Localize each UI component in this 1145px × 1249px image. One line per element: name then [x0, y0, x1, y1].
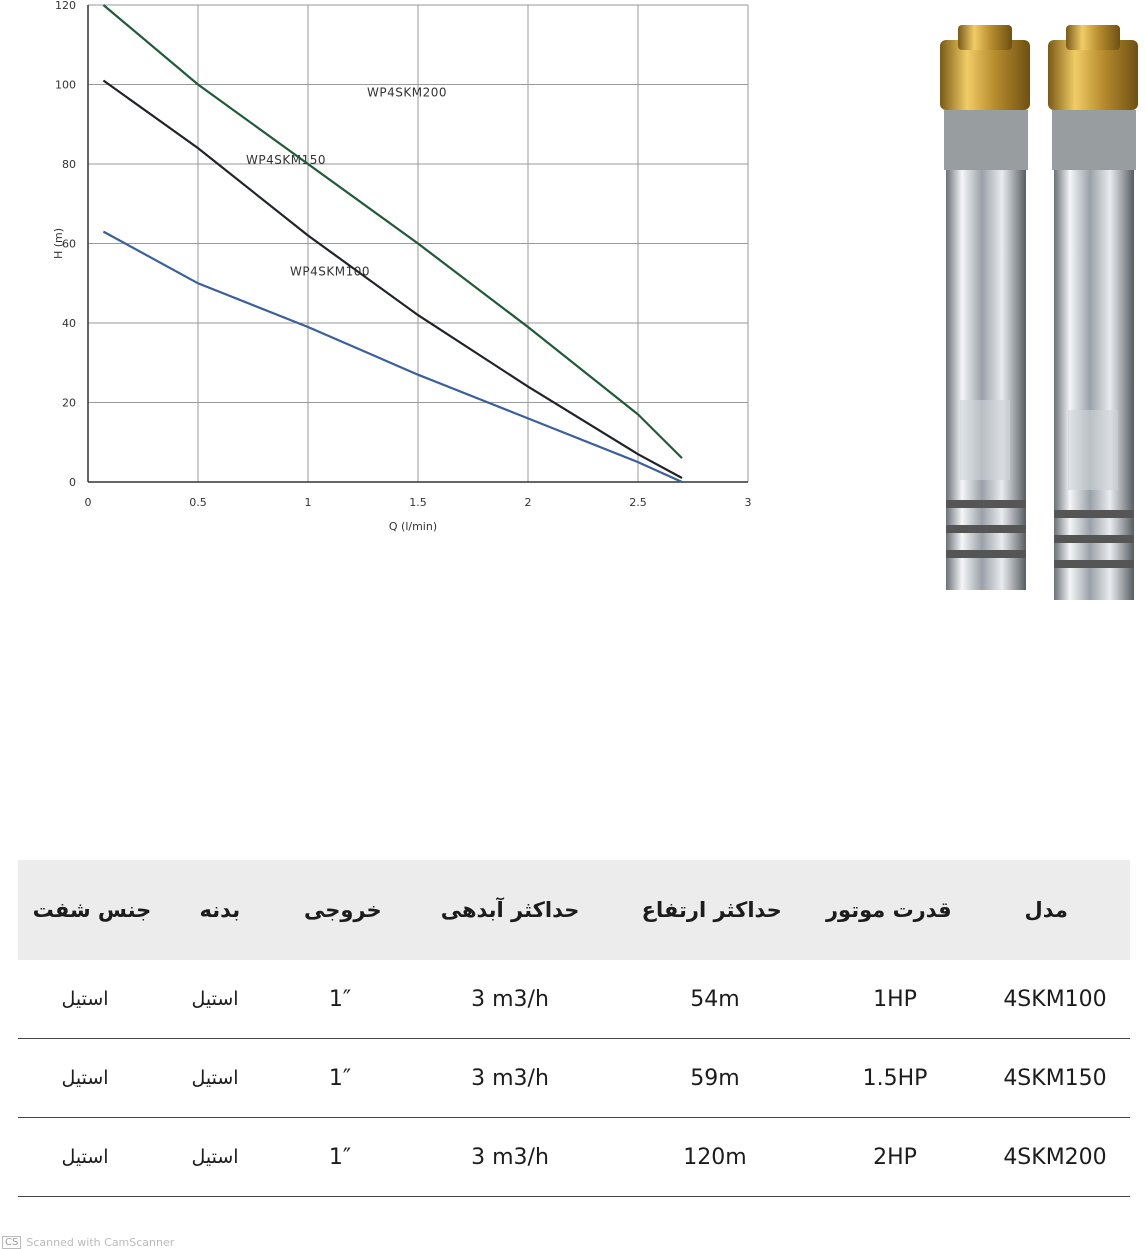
y-tick-label: 0 [69, 476, 76, 489]
cell-max-flow: 3 m3/h [471, 986, 549, 1012]
header-motor-power: قدرت موتور [825, 898, 952, 922]
cell-outlet: 1″ [328, 1144, 352, 1170]
cell-model: 4SKM150 [1003, 1065, 1107, 1091]
series-line [103, 5, 682, 458]
x-tick-label: 1 [304, 496, 312, 509]
table-row [18, 1118, 1130, 1197]
watermark-text: Scanned with CamScanner [26, 1236, 175, 1249]
cell-motor-power: 1.5HP [862, 1065, 928, 1091]
cell-body: استیل [191, 988, 239, 1010]
cell-max-flow: 3 m3/h [471, 1065, 549, 1091]
cell-model: 4SKM100 [1003, 986, 1107, 1012]
pump-product-image [930, 20, 1145, 610]
y-axis-label: H (m) [52, 227, 65, 260]
y-tick-label: 80 [62, 158, 76, 171]
cell-outlet: 1″ [328, 986, 352, 1012]
series-label: WP4SKM200 [367, 85, 447, 100]
cell-shaft-material: استیل [61, 1146, 109, 1168]
scanner-watermark [2, 1236, 174, 1249]
header-max-flow: حداکثر آبدهی [440, 898, 580, 922]
y-tick-label: 20 [62, 396, 76, 410]
y-tick-label: 60 [62, 237, 76, 251]
pump-left [940, 25, 1030, 590]
cell-model: 4SKM200 [1003, 1144, 1107, 1170]
cell-motor-power: 2HP [873, 1144, 917, 1170]
pump-right [1048, 25, 1138, 600]
y-tick-label: 40 [62, 317, 76, 330]
x-tick-label: 1.5 [409, 496, 427, 509]
cell-body: استیل [191, 1146, 239, 1168]
header-model: مدل [1024, 898, 1068, 922]
y-tick-label: 120 [55, 0, 76, 12]
table-row [18, 1039, 1130, 1118]
cell-max-height: 59m [690, 1065, 740, 1091]
x-tick-label: 2.5 [629, 496, 647, 509]
performance-chart [0, 0, 770, 560]
x-tick-label: 0 [84, 496, 92, 509]
y-tick-label: 100 [55, 78, 76, 92]
chart-axes [52, 0, 752, 533]
header-max-height: حداکثر ارتفاع [641, 898, 782, 922]
x-tick-label: 0.5 [189, 496, 207, 509]
cell-max-height: 120m [683, 1144, 747, 1170]
spec-table-header [18, 860, 1130, 960]
cell-max-flow: 3 m3/h [471, 1144, 549, 1170]
series-line [103, 232, 682, 482]
spec-table [18, 860, 1130, 1197]
cell-shaft-material: استیل [61, 1067, 109, 1089]
cell-max-height: 54m [690, 986, 740, 1012]
cell-body: استیل [191, 1067, 239, 1089]
header-outlet: خروجی [303, 898, 382, 922]
series-label: WP4SKM150 [246, 153, 326, 167]
cell-motor-power: 1HP [873, 986, 917, 1012]
x-tick-label: 2 [524, 496, 532, 509]
cell-shaft-material: استیل [61, 988, 109, 1010]
x-axis-label: Q (l/min) [388, 520, 438, 533]
header-body: بدنه [199, 898, 241, 922]
x-tick-label: 3 [744, 496, 752, 509]
camscanner-logo: CS [2, 1236, 21, 1249]
series-label: WP4SKM100 [290, 264, 370, 279]
cell-outlet: 1″ [328, 1065, 352, 1091]
table-row [18, 960, 1130, 1039]
header-shaft-material: جنس شفت [32, 898, 152, 922]
